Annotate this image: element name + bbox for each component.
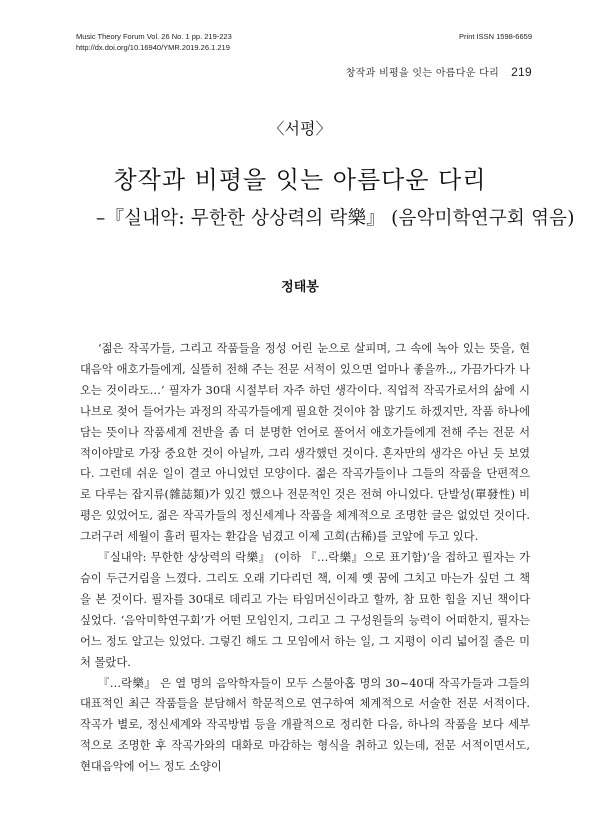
issn-label: Print ISSN 1598-6659 — [459, 32, 532, 41]
running-title: 창작과 비평을 잇는 아름다운 다리 — [345, 68, 500, 79]
journal-meta — [76, 32, 232, 53]
running-head — [346, 64, 532, 79]
journal-citation: Music Theory Forum Vol. 26 No. 1 pp. 219-223 — [76, 32, 232, 41]
section-label: 〈서평〉 — [268, 119, 332, 138]
article-title: 창작과 비평을 잇는 아름다운 다리 — [113, 166, 487, 194]
body-paragraph: 『…락樂』 은 열 명의 음악학자들이 모두 스물아홉 명의 30~40대 작곡가들과 그들의 대표적인 최근 작품들을 분담해서 학문적으로 연구하여 체계적으로 서술한 전문 서적이다. 작곡가 별로, 정신세계와 작곡방법 등을 개괄적으로 정리한 다음, 하나의 작품을 보다 세부적으로 조명한 후 작곡가와의 대화로 마감하는 형식을 취하고 있는데, 전문 서적이면서도, 현대음악에 어느 정도 소양이 — [80, 676, 530, 774]
body-paragraph: ‘젊은 작곡가들, 그리고 작품들을 정성 어린 눈으로 살피며, 그 속에 녹아 있는 뜻을, 현대음악 애호가들에게, 실뜰히 전해 주는 전문 서적이 있으면 얼마나 좋을까.,, 가끔가다가 나오는 것이라도…’ 필자가 30대 시절부터 자주 하던 생각이다. 직업적 작곡가로서의 삶에 시나브로 젖어 들어가는 과정의 작곡가들에게 필요한 것이야 참 많기도 하겠지만, 작품 하나에 담는 뜻이나 작품세계 전반을 좀 더 분명한 언어로 풀어서 애호가들에게 전해 주는 전문 서적이야말로 가장 중요한 것이 아닐까, 그리 생각했던 것이다. 혼자만의 생각은 아닌 듯 보였다. 그런데 쉬운 일이 결코 아니었던 모양이다. 젊은 작곡가들이나 그들의 작품을 단편적으로 다루는 잡지류(雜誌類)가 있긴 했으나 전문적인 것은 전혀 아니었다. 단발성(單發性) 비평은 있었어도, 젊은 작곡가들의 정신세계나 작품을 체계적으로 조명한 글은 없었던 것이다. 그러구러 세월이 흘러 필자는 환갑을 넘겼고 이제 고희(古稀)를 코앞에 두고 있다. — [80, 342, 530, 544]
article-body — [80, 339, 530, 778]
article-subtitle: –『실내악: 무한한 상상력의 락樂』 (음악미학연구회 엮음) — [96, 208, 575, 229]
author-name: 정태봉 — [281, 280, 319, 295]
doi-link[interactable]: http://dx.doi.org/10.16940/YMR.2019.26.1.219 — [76, 42, 230, 52]
page-number: 219 — [511, 65, 532, 79]
body-paragraph: 『실내악: 무한한 상상력의 락樂』 (이하 『…락樂』으로 표기함)’을 접하고 필자는 가슴이 두근거림을 느꼈다. 그리도 오래 기다리던 책, 이제 옛 꿈에 그치고 마는가 싶던 그 책을 본 것이다. 필자를 30대로 데리고 가는 타임머신이라고 할까, 참 묘한 힘을 지닌 책이다 싶었다. ‘음악미학연구회’가 어떤 모임인지, 그리고 그 구성원들의 능력이 어떠한지, 필자는 어느 정도 알고는 있었다. 그렇긴 해도 그 모임에서 하는 일, 그 지평이 이리 넓어질 줄은 미처 몰랐다. — [80, 551, 530, 669]
